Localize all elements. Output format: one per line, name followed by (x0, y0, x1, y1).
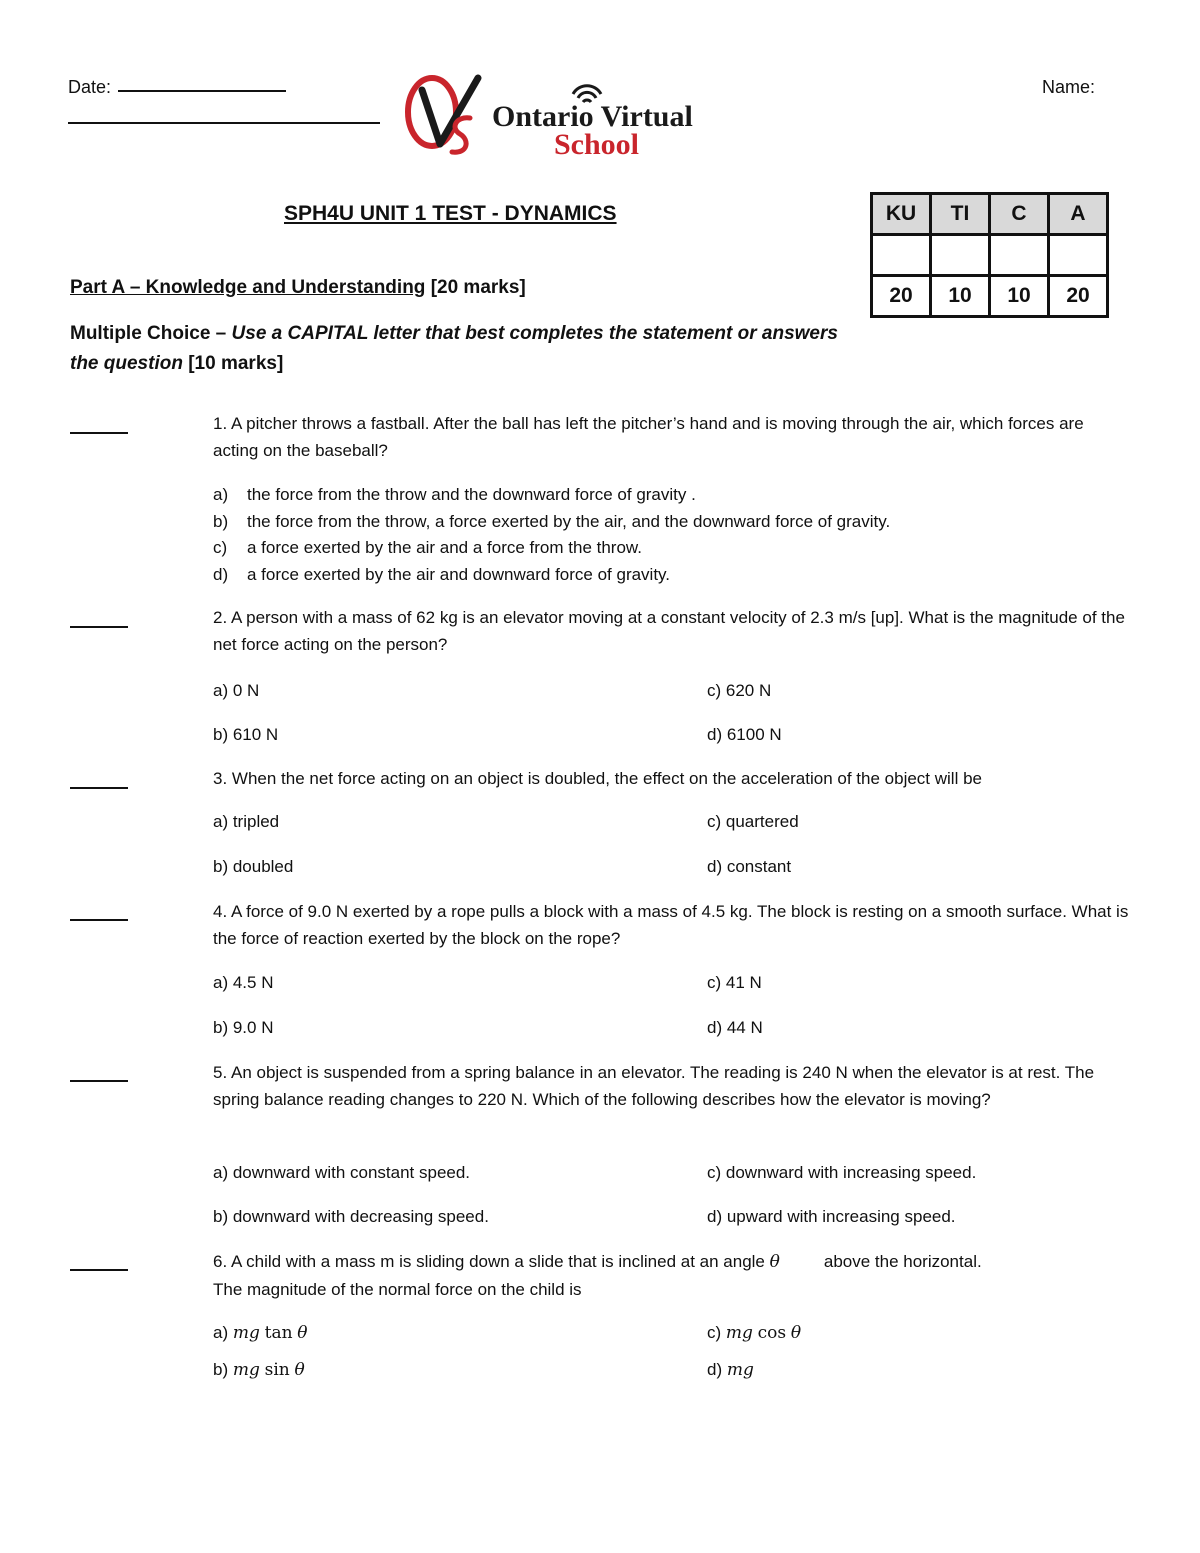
question-text: A person with a mass of 62 kg is an elevator moving at a constant velocity of 2.3 m/s [up]. What is the magnitude of the net force acting on the person? (213, 608, 1125, 654)
option-text: the force from the throw and the downward force of gravity . (247, 485, 696, 504)
answer-blank-q2[interactable] (70, 626, 128, 628)
question-text: An object is suspended from a spring balance in an elevator. The reading is 240 N when the elevator is at rest. The spring balance reading changes to 220 N. Which of the following describes how the elevator is moving? (213, 1063, 1095, 1109)
question-2 (213, 604, 1143, 658)
answer-blank-q3[interactable] (70, 787, 128, 789)
score-cell-ku[interactable] (872, 235, 931, 276)
q1-option-b (213, 512, 890, 532)
question-text: A pitcher throws a fastball. After the ball has left the pitcher’s hand and is moving through the air, which forces are acting on the baseball? (213, 414, 1084, 460)
q6-option-b (213, 1360, 305, 1380)
q1-option-a (213, 485, 696, 505)
logo-text-line2: School (554, 128, 640, 161)
q5-option-c: c) downward with increasing speed. (707, 1163, 977, 1182)
logo-text-line1: Ontario Virtual (492, 100, 693, 133)
name-label: Name: (1042, 77, 1096, 97)
q2-option-c: c) 620 N (707, 681, 772, 700)
option-key: b) (213, 512, 229, 531)
option-key: b) (213, 1360, 229, 1379)
option-fn: sin (264, 1360, 290, 1380)
question-3 (213, 765, 1153, 792)
q5-option-d: d) upward with increasing speed. (707, 1207, 956, 1226)
score-total-ti: 10 (931, 276, 990, 317)
score-header-c: C (990, 194, 1049, 235)
ovs-emblem-icon (404, 72, 490, 162)
question-number: 4. (213, 902, 228, 921)
part-a-heading (70, 277, 526, 299)
part-a-title: Part A – Knowledge and Understanding (70, 277, 426, 298)
q3-option-b: b) doubled (213, 857, 294, 876)
q6-option-c (707, 1323, 801, 1343)
answer-blank-q6[interactable] (70, 1269, 128, 1271)
question-4 (213, 898, 1143, 952)
option-key: c) (213, 538, 228, 557)
option-math: mg (726, 1360, 754, 1380)
q4-option-c: c) 41 N (707, 973, 762, 992)
option-fn: tan (264, 1323, 293, 1343)
q3-option-a: a) tripled (213, 812, 280, 831)
score-cell-a[interactable] (1049, 235, 1108, 276)
q4-option-a: a) 4.5 N (213, 973, 274, 992)
q1-option-c (213, 538, 642, 558)
q5-option-a: a) downward with constant speed. (213, 1163, 471, 1182)
option-text: a force exerted by the air and downward force of gravity. (247, 565, 671, 584)
score-cell-ti[interactable] (931, 235, 990, 276)
date-label: Date: (68, 77, 112, 97)
answer-blank-q4[interactable] (70, 919, 128, 921)
q2-option-a: a) 0 N (213, 681, 260, 700)
question-text: When the net force acting on an object is doubled, the effect on the acceleration of the object will be (231, 769, 982, 788)
mc-instruction (70, 319, 840, 379)
part-a-marks: [20 marks] (430, 277, 526, 298)
score-total-a: 20 (1049, 276, 1108, 317)
option-key: d) (707, 1360, 723, 1379)
question-5 (213, 1059, 1143, 1113)
score-total-c: 10 (990, 276, 1049, 317)
option-key: d) (213, 565, 229, 584)
option-arg: θ (790, 1323, 802, 1343)
score-header-a: A (1049, 194, 1108, 235)
q4-option-b: b) 9.0 N (213, 1018, 274, 1037)
option-key: a) (213, 485, 229, 504)
page-title: SPH4U UNIT 1 TEST - DYNAMICS (284, 202, 617, 225)
answer-blank-q5[interactable] (70, 1080, 128, 1082)
school-logo (404, 72, 724, 164)
date-field[interactable] (118, 90, 286, 92)
q3-option-c: c) quartered (707, 812, 799, 831)
question-number: 6. (213, 1252, 228, 1271)
q6-option-d (707, 1360, 754, 1380)
option-text: a force exerted by the air and a force from the throw. (247, 538, 642, 557)
mc-label: Multiple Choice – (70, 323, 227, 344)
question-1 (213, 410, 1113, 464)
answer-blank-q1[interactable] (70, 432, 128, 434)
q6-option-a (213, 1323, 308, 1343)
score-header-ku: KU (872, 194, 931, 235)
q2-option-b: b) 610 N (213, 725, 279, 744)
option-arg: θ (294, 1360, 305, 1380)
q2-option-d: d) 6100 N (707, 725, 782, 744)
option-math: mg (232, 1360, 260, 1380)
question-number: 5. (213, 1063, 228, 1082)
score-total-ku: 20 (872, 276, 931, 317)
option-math: mg (232, 1323, 260, 1343)
score-header-ti: TI (931, 194, 990, 235)
question-number: 2. (213, 608, 228, 627)
question-number: 3. (213, 769, 228, 788)
q4-option-d: d) 44 N (707, 1018, 763, 1037)
option-text: the force from the throw, a force exerted by the air, and the downward force of gravity. (247, 512, 891, 531)
mc-marks: [10 marks] (188, 353, 284, 374)
question-text-line2: The magnitude of the normal force on the child is (213, 1280, 582, 1299)
score-cell-c[interactable] (990, 235, 1049, 276)
question-6 (213, 1248, 1143, 1303)
question-text-cont: above the horizontal. (823, 1252, 982, 1271)
score-table (870, 192, 1109, 318)
q3-option-d: d) constant (707, 857, 792, 876)
option-fn: cos (757, 1323, 787, 1343)
question-text: A child with a mass m is sliding down a slide that is inclined at an angle (230, 1252, 765, 1271)
option-key: c) (707, 1323, 722, 1342)
question-text: A force of 9.0 N exerted by a rope pulls a block with a mass of 4.5 kg. The block is resting on a smooth surface. What is the force of reaction exerted by the block on the rope? (213, 902, 1129, 948)
option-key: a) (213, 1323, 229, 1342)
name-line[interactable] (68, 122, 380, 124)
q1-option-d (213, 565, 670, 585)
mc-instruction-text: Use a CAPITAL letter that best completes the statement or answers the question (70, 323, 838, 374)
option-arg: θ (297, 1323, 308, 1343)
question-number: 1. (213, 414, 228, 433)
option-math: mg (725, 1323, 753, 1343)
q5-option-b: b) downward with decreasing speed. (213, 1207, 489, 1226)
theta-symbol: θ (769, 1252, 780, 1272)
